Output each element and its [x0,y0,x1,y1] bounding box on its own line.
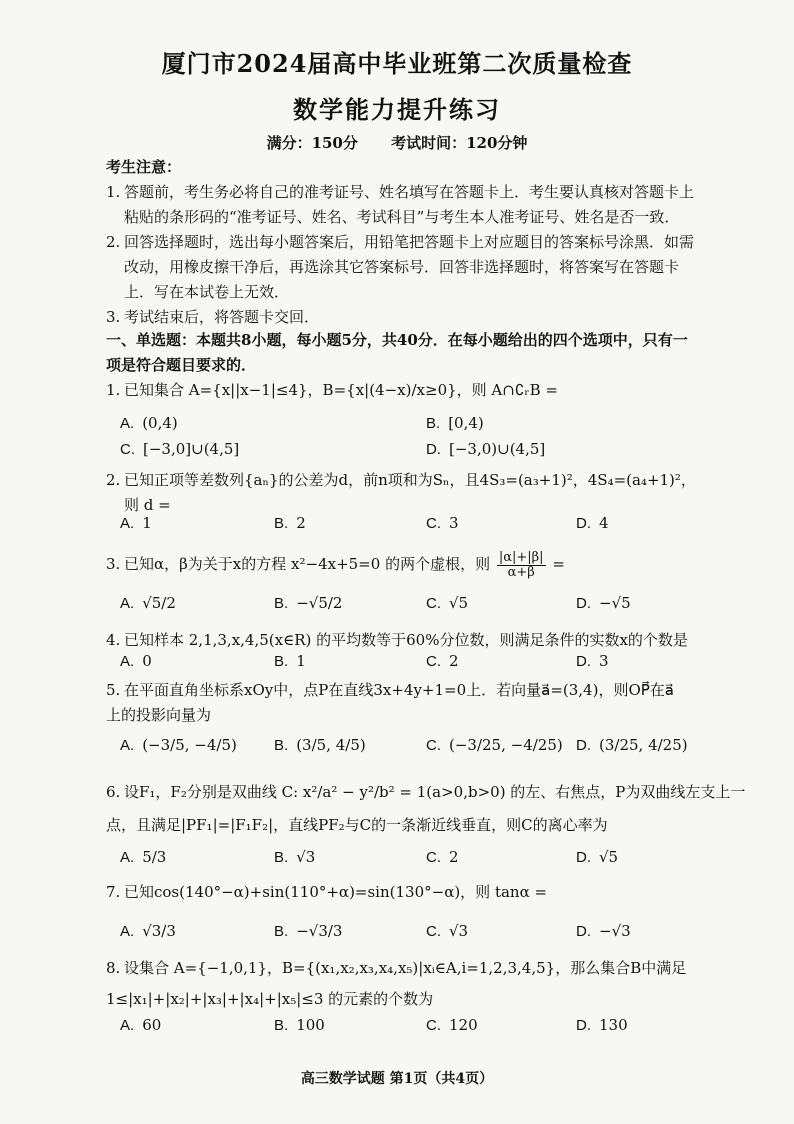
option-b[interactable] [274,1016,325,1034]
fraction-denominator: α+β [507,564,535,580]
option-a[interactable] [120,652,152,670]
option-b[interactable] [274,922,342,940]
option-text: 0 [142,652,152,670]
option-b[interactable] [274,848,315,866]
options-row [106,652,706,680]
option-label: B. [274,1017,289,1034]
option-a[interactable] [120,594,176,612]
question-stem [106,378,706,403]
option-d[interactable] [576,514,609,532]
option-text: 4 [599,514,609,532]
notice-num: 1. [106,183,121,201]
option-b[interactable] [426,414,484,432]
option-d[interactable] [426,440,545,458]
options-row [106,848,706,876]
option-text: −√5 [599,594,631,612]
stem-line-2: 1≤|x₁|+|x₂|+|x₃|+|x₄|+|x₅|≤3 的元素的个数为 [106,990,434,1008]
question-number: 5. [106,681,121,699]
question-stem [106,546,706,582]
option-text: √3/3 [142,922,176,940]
option-text: 2 [449,848,459,866]
option-c[interactable] [426,848,459,866]
question-number: 8. [106,959,121,977]
stem-line-2: 点，且满足|PF₁|=|F₁F₂|，直线PF₂与C的一条渐近线垂直，则C的离心率为 [106,816,608,834]
option-text: 130 [599,1016,628,1034]
question-number: 6. [106,783,121,801]
option-label: A. [120,1017,135,1034]
stem-text: 已知cos(140°−α)+sin(110°+α)=sin(130°−α)，则 tanα = [124,883,548,901]
option-text: √5 [449,594,469,612]
option-text: −√3 [599,922,631,940]
question-4 [106,628,706,670]
option-text: [−3,0]∪(4,5] [143,440,240,458]
option-label: A. [120,849,135,866]
question-stem [106,956,706,981]
stem-line-2: 则 d = [124,496,171,514]
option-label: B. [274,849,289,866]
option-label: A. [120,737,135,754]
stem-text: 已知正项等差数列{aₙ}的公差为d，前n项和为Sₙ，且4S₃=(a₃+1)²，4S₄=(a₄+1)²， [124,471,696,489]
section-line-1: 一、单选题：本题共8小题，每小题5分，共40分．在每小题给出的四个选项中，只有一 [106,331,688,349]
option-text: (3/25, 4/25) [599,736,688,754]
option-text: −√3/3 [296,922,343,940]
stem-text: 已知α，β为关于x的方程 x²−4x+5=0 的两个虚根，则 [124,555,491,573]
option-label: C. [426,515,441,532]
option-text: 60 [142,1016,162,1034]
exam-subtitle: 数学能力提升练习 [293,95,501,124]
option-text: [−3,0)∪(4,5] [449,440,546,458]
notice-item [106,230,706,305]
options-row [106,414,706,442]
option-a[interactable] [120,414,178,432]
option-b[interactable] [274,652,306,670]
option-label: B. [274,653,289,670]
option-label: A. [120,415,135,432]
question-3 [106,546,706,612]
option-label: D. [576,737,591,754]
option-text: −√5/2 [296,594,343,612]
option-text: √5/2 [142,594,176,612]
option-label: D. [576,849,591,866]
section-heading [106,328,706,378]
option-text: √3 [296,848,316,866]
option-text: [0,4) [448,414,484,432]
option-label: D. [576,653,591,670]
option-label: C. [426,737,441,754]
question-number: 2. [106,471,121,489]
options-row [106,922,706,950]
notice-num: 3. [106,308,121,326]
question-stem [106,780,746,805]
stem-text: 设F₁，F₂分别是双曲线 C: x²/a² − y²/b² = 1(a>0,b>0) 的左、右焦点，P为双曲线左支上一 [124,783,746,801]
stem-text: 已知样本 2,1,3,x,4,5(x∈R) 的平均数等于60%分位数，则满足条件的实数x的个数是 [124,631,688,649]
stem-text: 已知集合 A={x||x−1|≤4}，B={x|(4−x)/x≥0}，则 A∩∁ᵣB = [124,381,558,399]
option-b[interactable] [274,736,366,754]
options-row [106,1016,706,1044]
question-number: 4. [106,631,121,649]
notice-title: 考生注意： [106,158,182,176]
exam-title: 厦门市2024届高中毕业班第二次质量检查 [161,49,633,78]
notice-text: 回答选择题时，选出每小题答案后，用铅笔把答题卡上对应题目的答案标号涂黑．如需改动，用橡皮擦干净后，再选涂其它答案标号．回答非选择题时，将答案写在答题卡上．写在本试卷上无效． [124,233,695,301]
full-score: 满分：150分 [266,134,358,152]
question-number: 3. [106,555,121,573]
question-2 [106,468,706,532]
options-row [106,514,706,542]
exam-meta [0,132,794,153]
question-stem [106,678,706,703]
stem-text: 设集合 A={−1,0,1}，B={(x₁,x₂,x₃,x₄,x₅)|xᵢ∈A,i=1,2,3,4,5}，那么集合B中满足 [124,959,687,977]
question-6 [106,780,746,866]
page-footer: 高三数学试题 第1页（共4页） [300,1071,494,1087]
option-c[interactable] [120,440,239,458]
option-a[interactable] [120,848,166,866]
option-a[interactable] [120,1016,161,1034]
option-label: C. [426,923,441,940]
option-label: D. [576,1017,591,1034]
exam-time: 考试时间：120分钟 [391,134,528,152]
option-label: C. [426,653,441,670]
option-text: (3/5, 4/5) [296,736,366,754]
option-text: (0,4) [142,414,178,432]
question-1 [106,378,706,458]
option-label: C. [426,595,441,612]
option-d[interactable] [576,652,609,670]
question-7 [106,880,706,940]
notice-item [106,305,706,330]
option-text: 1 [142,514,152,532]
option-b[interactable] [274,594,342,612]
option-c[interactable] [426,594,468,612]
option-label: D. [576,515,591,532]
option-a[interactable] [120,922,176,940]
question-stem [106,468,706,493]
option-c[interactable] [426,652,459,670]
question-number: 7. [106,883,121,901]
stem-equals: = [552,555,565,573]
option-label: B. [274,515,289,532]
option-label: C. [426,849,441,866]
question-stem [106,880,706,905]
notice-text: 考试结束后，将答题卡交回． [124,308,320,326]
option-label: B. [426,415,441,432]
option-d[interactable] [576,848,618,866]
notice-num: 2. [106,233,121,251]
question-stem [106,628,706,653]
option-text: 2 [296,514,306,532]
option-label: A. [120,595,135,612]
option-d[interactable] [576,594,631,612]
stem-fraction [497,551,546,580]
question-number: 1. [106,381,121,399]
options-row [106,440,706,468]
option-label: A. [120,515,135,532]
option-text: √3 [449,922,469,940]
stem-text: 在平面直角坐标系xOy中，点P在直线3x+4y+1=0上．若向量a⃗=(3,4)，则OP⃗在a⃗ [124,681,674,699]
question-8 [106,956,706,1034]
option-label: B. [274,595,289,612]
question-5 [106,678,706,754]
option-a[interactable] [120,514,152,532]
option-d[interactable] [576,1016,628,1034]
option-label: C. [426,1017,441,1034]
option-label: A. [120,923,135,940]
option-text: 3 [599,652,609,670]
option-text: 3 [449,514,459,532]
option-c[interactable] [426,1016,478,1034]
option-label: D. [426,441,441,458]
option-d[interactable] [576,736,688,754]
option-text: 1 [296,652,306,670]
section-line-2: 项是符合题目要求的． [106,356,257,374]
option-c[interactable] [426,922,468,940]
option-text: 120 [449,1016,478,1034]
option-label: D. [576,595,591,612]
option-label: D. [576,923,591,940]
option-text: 2 [449,652,459,670]
option-text: (−3/25, −4/25) [449,736,563,754]
option-a[interactable] [120,736,237,754]
option-text: √5 [599,848,619,866]
option-b[interactable] [274,514,306,532]
option-label: C. [120,441,135,458]
option-c[interactable] [426,514,459,532]
option-c[interactable] [426,736,563,754]
fraction-numerator: |α|+|β| [498,549,544,565]
option-d[interactable] [576,922,631,940]
notice-text: 答题前，考生务必将自己的准考证号、姓名填写在答题卡上．考生要认真核对答题卡上粘贴的条形码的“准考证号、姓名、考试科目”与考生本人准考证号、姓名是否一致． [124,183,695,226]
option-label: B. [274,923,289,940]
stem-line-2: 上的投影向量为 [106,706,212,724]
options-row [106,736,706,764]
notice-block [106,155,706,330]
option-text: 5/3 [142,848,167,866]
option-label: B. [274,737,289,754]
option-label: A. [120,653,135,670]
options-row [106,594,706,622]
option-text: 100 [296,1016,325,1034]
notice-item [106,180,706,230]
option-text: (−3/5, −4/5) [142,736,237,754]
